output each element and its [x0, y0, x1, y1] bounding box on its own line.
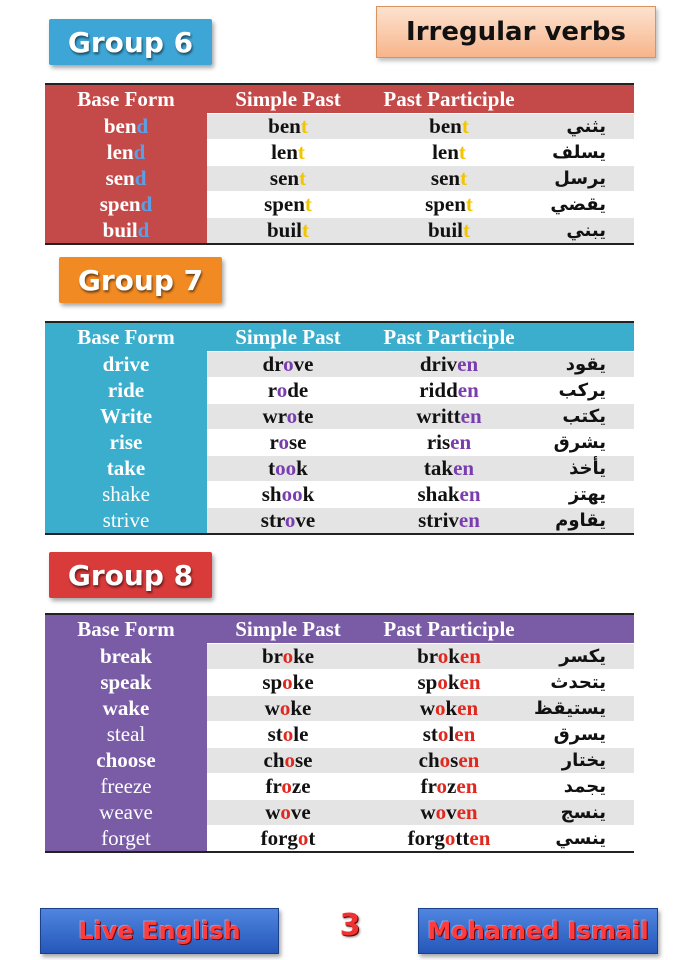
header-past: Simple Past — [235, 616, 341, 641]
pp-segment: forg — [407, 826, 445, 850]
base-form-cell — [45, 429, 207, 455]
base-word: ride — [107, 377, 145, 402]
arabic-meaning-cell: يرسل — [554, 168, 606, 189]
past-segment: t — [297, 140, 305, 164]
past-segment: t — [268, 456, 276, 480]
arabic-meaning-cell: يقاوم — [555, 510, 606, 531]
forms-group — [207, 139, 634, 165]
base-ending: d — [136, 113, 149, 138]
base-ending: d — [134, 165, 147, 190]
past-segment: ke — [293, 644, 315, 668]
past-participle-cell — [369, 800, 529, 825]
past-segment: str — [260, 508, 285, 532]
pp-segment: br — [417, 644, 438, 668]
arabic-meaning-cell: ينسي — [555, 828, 606, 849]
header-base: Base Form — [77, 616, 175, 641]
past-segment: oo — [275, 456, 297, 480]
past-segment: spen — [264, 192, 305, 216]
past-participle-cell — [369, 482, 529, 507]
simple-past-cell — [207, 696, 369, 721]
live-english-button[interactable]: Live English — [40, 908, 279, 954]
group-6-table — [45, 83, 634, 245]
pp-segment: en — [457, 352, 479, 376]
pp-segment: en — [458, 508, 480, 532]
past-participle-cell — [369, 140, 529, 165]
pp-segment: tt — [455, 826, 470, 850]
past-segment: k — [296, 456, 308, 480]
past-participle-cell — [369, 508, 529, 533]
pp-segment: o — [437, 670, 448, 694]
base-word: weave — [99, 799, 153, 824]
pp-segment: w — [420, 800, 436, 824]
base-word: take — [106, 455, 146, 480]
past-segment: dr — [262, 352, 284, 376]
past-segment: o — [278, 430, 289, 454]
base-form-cell — [45, 165, 207, 191]
base-form-cell — [45, 139, 207, 165]
past-participle-cell — [369, 456, 529, 481]
pp-segment: sp — [417, 670, 438, 694]
forms-group — [207, 165, 634, 191]
arabic-meaning-cell: يقود — [565, 354, 606, 375]
past-segment: ze — [291, 774, 311, 798]
past-segment: o — [282, 644, 294, 668]
table-row — [45, 165, 634, 191]
simple-past-cell — [207, 670, 369, 695]
past-segment: ve — [293, 352, 314, 376]
past-segment: o — [280, 800, 291, 824]
group-7-label: Group 7 — [59, 257, 222, 303]
past-participle-cell — [369, 404, 529, 429]
pp-segment: en — [469, 826, 491, 850]
base-stem: sen — [105, 165, 135, 190]
header-past: Simple Past — [235, 86, 341, 111]
table-row — [45, 455, 634, 481]
pp-segment: v — [446, 800, 457, 824]
forms-group — [207, 721, 634, 747]
base-form-cell — [45, 481, 207, 507]
pp-segment: en — [457, 696, 479, 720]
pp-segment: writt — [416, 404, 461, 428]
past-segment: ben — [268, 114, 301, 138]
table-row — [45, 113, 634, 139]
past-segment: t — [304, 192, 312, 216]
base-word: rise — [109, 429, 143, 454]
simple-past-cell — [207, 774, 369, 799]
arabic-meaning-cell: يتحدث — [550, 672, 606, 693]
table-row — [45, 799, 634, 825]
past-participle-cell — [369, 352, 529, 377]
past-segment: len — [271, 140, 298, 164]
forms-group — [207, 799, 634, 825]
simple-past-cell — [207, 722, 369, 747]
table-row — [45, 747, 634, 773]
past-participle-cell — [369, 192, 529, 217]
table-header — [45, 613, 634, 643]
pp-segment: t — [465, 192, 473, 216]
base-stem: buil — [102, 217, 138, 242]
past-segment: r — [269, 430, 279, 454]
table-row — [45, 825, 634, 851]
base-form-cell — [45, 403, 207, 429]
base-form-cell — [45, 669, 207, 695]
forms-group — [207, 747, 634, 773]
pp-segment: len — [432, 140, 459, 164]
base-form-cell — [45, 455, 207, 481]
pp-segment: en — [450, 430, 472, 454]
past-participle-cell — [369, 430, 529, 455]
table-row — [45, 643, 634, 669]
past-segment: w — [264, 696, 280, 720]
past-segment: o — [282, 722, 294, 746]
pp-segment: en — [454, 722, 476, 746]
pp-segment: k — [448, 644, 460, 668]
pp-segment: ben — [429, 114, 462, 138]
pp-segment: st — [422, 722, 438, 746]
past-segment: sh — [261, 482, 282, 506]
base-word: steal — [106, 721, 146, 746]
arabic-meaning-cell: يثني — [566, 116, 606, 137]
header-base: Base Form — [77, 86, 175, 111]
past-participle-cell — [369, 378, 529, 403]
past-participle-cell — [369, 670, 529, 695]
past-segment: t — [302, 218, 310, 242]
table-row — [45, 669, 634, 695]
pp-segment: k — [447, 670, 460, 694]
forms-group — [207, 643, 634, 669]
table-row — [45, 429, 634, 455]
base-form-cell — [45, 507, 207, 533]
table-row — [45, 721, 634, 747]
base-word: wake — [102, 695, 150, 720]
simple-past-cell — [207, 456, 369, 481]
past-segment: o — [286, 404, 298, 428]
simple-past-cell — [207, 404, 369, 429]
base-form-cell — [45, 799, 207, 825]
forms-group — [207, 695, 634, 721]
base-word: speak — [100, 669, 152, 694]
pp-segment: fr — [420, 774, 437, 798]
past-participle-cell — [369, 166, 529, 191]
arabic-meaning-cell: يشرق — [553, 432, 606, 453]
arabic-meaning-cell: يكتب — [562, 406, 606, 427]
forms-group — [207, 825, 634, 851]
past-segment: br — [261, 644, 283, 668]
pp-segment: k — [445, 696, 458, 720]
base-word: shake — [102, 481, 150, 506]
past-segment: fr — [265, 774, 282, 798]
forms-group — [207, 507, 634, 533]
arabic-meaning-cell: يجمد — [563, 776, 606, 797]
forms-group — [207, 217, 634, 243]
arabic-meaning-cell: يبني — [566, 220, 606, 241]
pp-segment: o — [435, 800, 447, 824]
past-segment: le — [293, 722, 309, 746]
simple-past-cell — [207, 378, 369, 403]
pp-segment: sen — [430, 166, 461, 190]
pp-segment: o — [439, 748, 451, 772]
past-segment: t — [299, 166, 307, 190]
past-segment: k — [302, 482, 315, 506]
pp-segment: t — [460, 166, 468, 190]
base-form-cell — [45, 695, 207, 721]
simple-past-cell — [207, 644, 369, 669]
base-stem: len — [106, 139, 134, 164]
table-row — [45, 695, 634, 721]
forms-group — [207, 403, 634, 429]
base-word: strive — [102, 507, 150, 532]
pp-segment: ris — [426, 430, 451, 454]
past-segment: o — [279, 696, 291, 720]
pp-segment: o — [437, 644, 449, 668]
past-segment: o — [281, 774, 292, 798]
pp-segment: en — [453, 456, 475, 480]
pp-segment: tak — [423, 456, 454, 480]
past-segment: oo — [281, 482, 303, 506]
past-segment: o — [276, 378, 288, 402]
pp-segment: t — [463, 218, 471, 242]
past-segment: r — [267, 378, 277, 402]
pp-segment: en — [459, 482, 481, 506]
pp-segment: t — [461, 114, 469, 138]
pp-segment: en — [459, 670, 481, 694]
pp-segment: t — [458, 140, 466, 164]
pp-segment: l — [448, 722, 455, 746]
forms-group — [207, 669, 634, 695]
simple-past-cell — [207, 192, 369, 217]
arabic-meaning-cell: يختار — [561, 750, 606, 771]
table-row — [45, 507, 634, 533]
forms-group — [207, 351, 634, 377]
past-segment: buil — [266, 218, 303, 242]
base-word: choose — [96, 747, 156, 772]
base-ending: d — [133, 139, 146, 164]
base-form-cell — [45, 377, 207, 403]
past-segment: forg — [260, 826, 298, 850]
past-segment: t — [308, 826, 316, 850]
base-form-cell — [45, 825, 207, 851]
table-row — [45, 351, 634, 377]
base-form-cell — [45, 351, 207, 377]
past-segment: sp — [262, 670, 283, 694]
base-stem: spen — [99, 191, 141, 216]
base-word: freeze — [100, 773, 152, 798]
simple-past-cell — [207, 352, 369, 377]
pp-segment: en — [459, 644, 481, 668]
pp-segment: o — [437, 722, 449, 746]
table-row — [45, 773, 634, 799]
pp-segment: en — [456, 774, 478, 798]
header-base: Base Form — [77, 324, 175, 349]
arabic-meaning-cell: يهتز — [568, 484, 606, 505]
simple-past-cell — [207, 800, 369, 825]
forms-group — [207, 455, 634, 481]
past-segment: se — [295, 748, 313, 772]
pp-segment: spen — [425, 192, 466, 216]
table-header — [45, 321, 634, 351]
page-number: 3 — [339, 908, 361, 943]
pp-segment: en — [458, 748, 480, 772]
table-row — [45, 481, 634, 507]
past-segment: t — [300, 114, 308, 138]
pp-segment: w — [419, 696, 435, 720]
table-row — [45, 217, 634, 243]
base-word: drive — [102, 351, 150, 376]
pp-segment: en — [460, 404, 482, 428]
forms-group — [207, 113, 634, 139]
base-form-cell — [45, 773, 207, 799]
past-segment: ve — [290, 800, 311, 824]
table-row — [45, 377, 634, 403]
pp-segment: z — [447, 774, 457, 798]
simple-past-cell — [207, 166, 369, 191]
base-form-cell — [45, 643, 207, 669]
past-participle-cell — [369, 722, 529, 747]
header-pp: Past Participle — [383, 324, 515, 349]
past-participle-cell — [369, 218, 529, 243]
forms-group — [207, 429, 634, 455]
pp-segment: en — [457, 378, 479, 402]
simple-past-cell — [207, 430, 369, 455]
simple-past-cell — [207, 508, 369, 533]
pp-segment: driv — [419, 352, 458, 376]
forms-group — [207, 377, 634, 403]
past-participle-cell — [369, 696, 529, 721]
header-past: Simple Past — [235, 324, 341, 349]
base-form-cell — [45, 747, 207, 773]
group-7-table — [45, 321, 634, 535]
author-button[interactable]: Mohamed Ismail — [418, 908, 658, 954]
header-pp: Past Participle — [383, 616, 515, 641]
arabic-meaning-cell: يقضي — [550, 194, 606, 215]
pp-segment: striv — [418, 508, 459, 532]
forms-group — [207, 481, 634, 507]
past-segment: de — [287, 378, 309, 402]
arabic-meaning-cell: يركب — [558, 380, 606, 401]
simple-past-cell — [207, 482, 369, 507]
past-segment: o — [282, 670, 293, 694]
past-participle-cell — [369, 748, 529, 773]
group-6-label: Group 6 — [49, 19, 212, 65]
past-participle-cell — [369, 826, 529, 851]
past-participle-cell — [369, 644, 529, 669]
table-row — [45, 139, 634, 165]
simple-past-cell — [207, 218, 369, 243]
arabic-meaning-cell: يسلف — [552, 142, 606, 163]
past-segment: o — [284, 508, 296, 532]
simple-past-cell — [207, 114, 369, 139]
pp-segment: shak — [417, 482, 460, 506]
simple-past-cell — [207, 826, 369, 851]
past-segment: o — [284, 748, 295, 772]
base-stem: ben — [103, 113, 137, 138]
pp-segment: o — [434, 696, 446, 720]
past-segment: wr — [262, 404, 287, 428]
base-ending: d — [140, 191, 153, 216]
table-row — [45, 403, 634, 429]
header-pp: Past Participle — [383, 86, 515, 111]
forms-group — [207, 191, 634, 217]
base-form-cell — [45, 113, 207, 139]
group-8-table — [45, 613, 634, 853]
arabic-meaning-cell: يسرق — [553, 724, 606, 745]
pp-segment: s — [450, 748, 459, 772]
arabic-meaning-cell: يكسر — [559, 646, 606, 667]
past-segment: sen — [269, 166, 300, 190]
past-segment: o — [283, 352, 294, 376]
past-segment: w — [265, 800, 281, 824]
past-segment: o — [297, 826, 309, 850]
past-segment: st — [267, 722, 283, 746]
pp-segment: buil — [427, 218, 464, 242]
past-segment: ve — [295, 508, 316, 532]
past-segment: ke — [292, 670, 314, 694]
base-form-cell — [45, 217, 207, 243]
base-word: Write — [99, 403, 153, 428]
base-word: break — [99, 643, 153, 668]
base-ending: d — [137, 217, 150, 242]
base-form-cell — [45, 191, 207, 217]
simple-past-cell — [207, 140, 369, 165]
pp-segment: o — [436, 774, 448, 798]
page-title: Irregular verbs — [376, 6, 656, 58]
forms-group — [207, 773, 634, 799]
arabic-meaning-cell: ينسج — [560, 802, 606, 823]
arabic-meaning-cell: يأخذ — [569, 458, 606, 479]
pp-segment: o — [444, 826, 456, 850]
pp-segment: en — [456, 800, 478, 824]
past-participle-cell — [369, 774, 529, 799]
table-row — [45, 191, 634, 217]
group-8-label: Group 8 — [49, 552, 212, 598]
past-segment: ke — [290, 696, 312, 720]
past-segment: te — [297, 404, 314, 428]
past-segment: ch — [263, 748, 285, 772]
arabic-meaning-cell: يستيقظ — [534, 698, 606, 719]
past-participle-cell — [369, 114, 529, 139]
pp-segment: ridd — [419, 378, 458, 402]
base-word: forget — [101, 825, 151, 850]
simple-past-cell — [207, 748, 369, 773]
pp-segment: ch — [418, 748, 440, 772]
base-form-cell — [45, 721, 207, 747]
past-segment: se — [288, 430, 307, 454]
table-header — [45, 83, 634, 113]
